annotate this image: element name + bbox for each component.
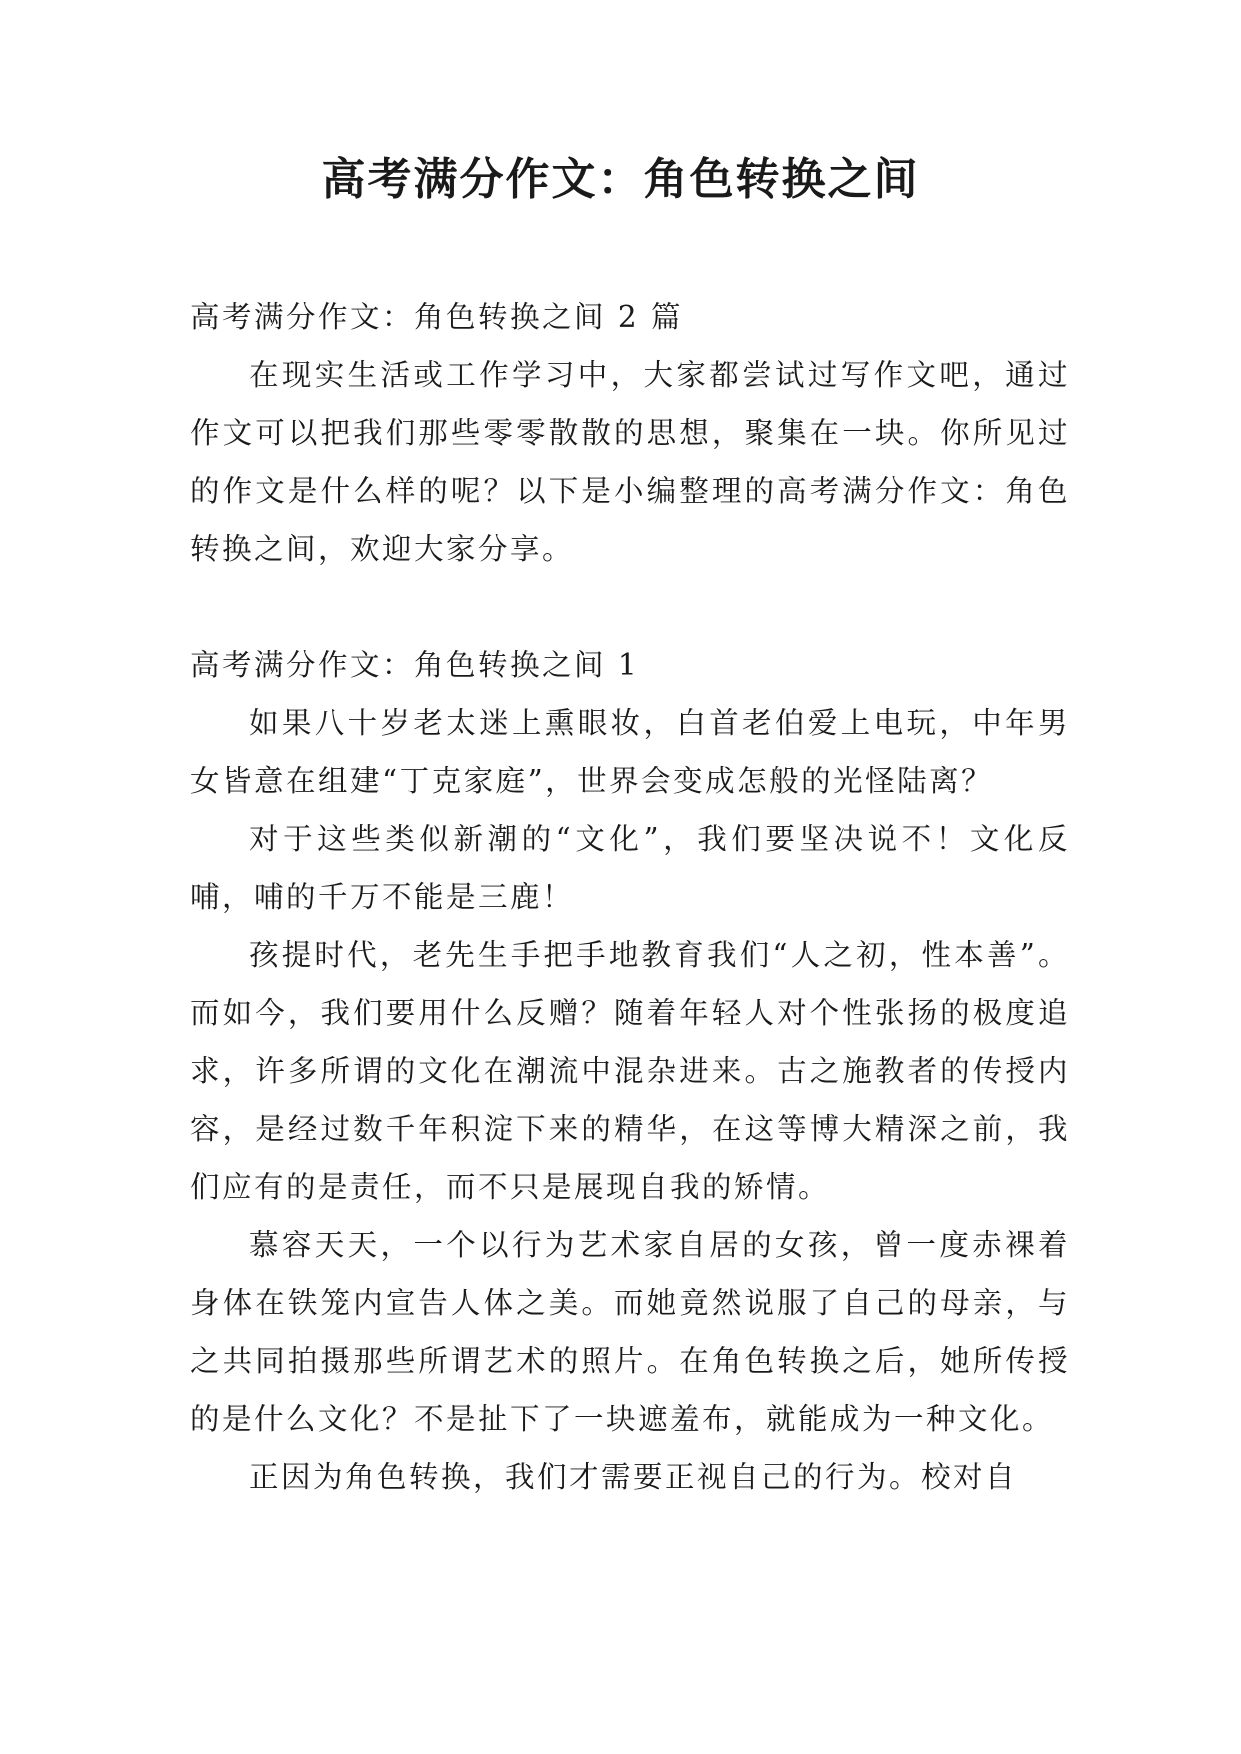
body-paragraph: 如果八十岁老太迷上熏眼妆，白首老伯爱上电玩，中年男女皆意在组建“丁克家庭”，世界会变成怎般的光怪陆离？ <box>190 706 1070 798</box>
section-spacer <box>190 578 1070 636</box>
body-paragraph: 正因为角色转换，我们才需要正视自己的行为。校对自 <box>249 1460 1018 1494</box>
intro-heading: 高考满分作文：角色转换之间 2 篇 <box>190 300 684 334</box>
body-paragraph: 对于这些类似新潮的“文化”，我们要坚决说不！文化反哺，哺的千万不能是三鹿！ <box>190 822 1070 914</box>
body-paragraph: 慕容天天，一个以行为艺术家自居的女孩，曾一度赤裸着身体在铁笼内宣告人体之美。而她竟然说服了自己的母亲，与之共同拍摄那些所谓艺术的照片。在角色转换之后，她所传授的是什么文化？不是扯下了一块遮羞布，就能成为一种文化。 <box>190 1228 1070 1436</box>
document-body <box>190 288 1070 1506</box>
intro-paragraph: 在现实生活或工作学习中，大家都尝试过写作文吧，通过作文可以把我们那些零零散散的思想，聚集在一块。你所见过的作文是什么样的呢？以下是小编整理的高考满分作文：角色转换之间，欢迎大家分享。 <box>190 358 1070 566</box>
body-paragraph: 孩提时代，老先生手把手地教育我们“人之初，性本善”。而如今，我们要用什么反赠？随着年轻人对个性张扬的极度追求，许多所谓的文化在潮流中混杂进来。古之施教者的传授内容，是经过数千年积淀下来的精华，在这等博大精深之前，我们应有的是责任，而不只是展现自我的矫情。 <box>190 938 1070 1204</box>
section-heading: 高考满分作文：角色转换之间 1 <box>190 648 640 682</box>
document-title: 高考满分作文：角色转换之间 <box>321 154 920 205</box>
